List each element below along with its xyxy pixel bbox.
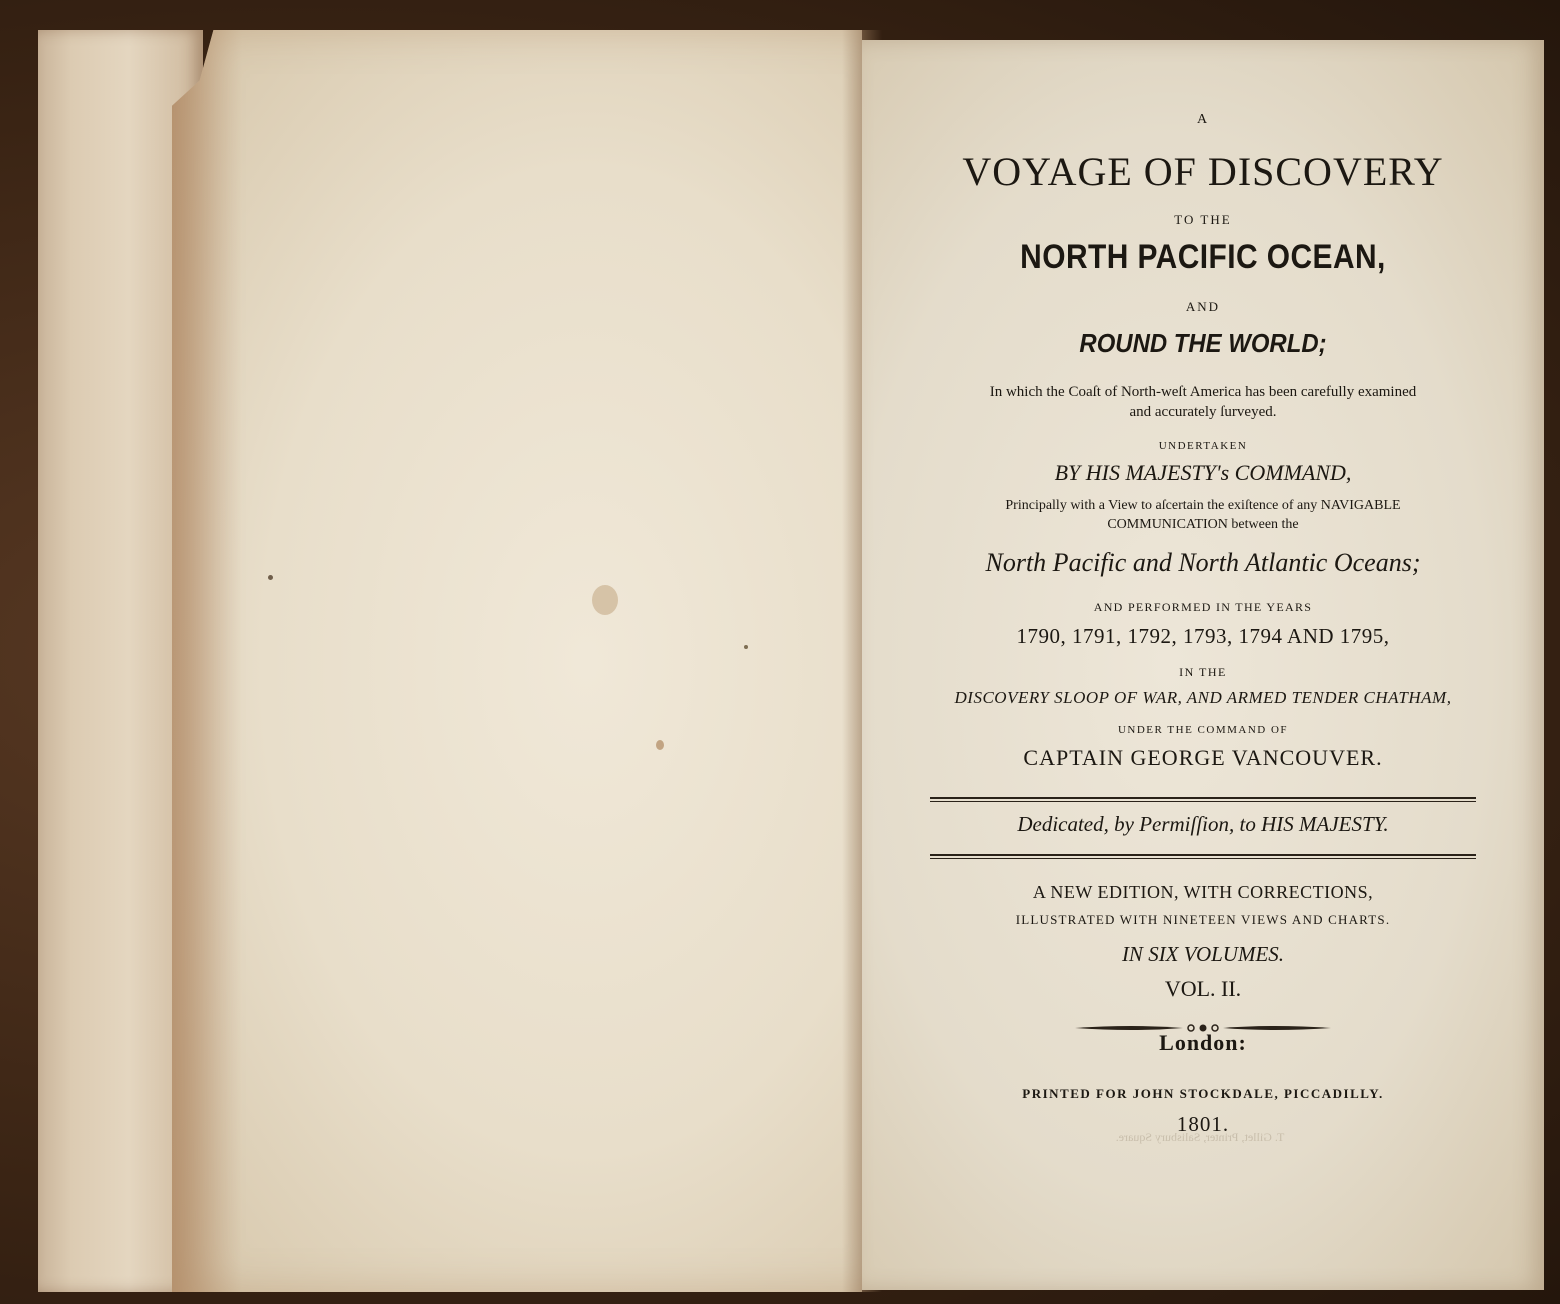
oceans-line: North Pacific and North Atlantic Oceans; (985, 548, 1421, 577)
double-rule (862, 854, 1544, 860)
under-command-line: UNDER THE COMMAND OF (1117, 724, 1289, 736)
command-line: BY HIS MAJESTY's COMMAND, (1054, 460, 1352, 485)
description-line-1: In which the Coaſt of North-weſt America has been carefully examined (989, 384, 1417, 400)
captain-line: CAPTAIN GEORGE VANCOUVER. (1023, 745, 1383, 770)
edition-line: A NEW EDITION, WITH CORRECTIONS, (1032, 882, 1374, 902)
foxing-spot (744, 645, 748, 649)
illustrated-line: ILLUSTRATED WITH NINETEEN VIEWS AND CHARTS. (1015, 912, 1391, 927)
volume-number: VOL. II. (1164, 976, 1242, 1001)
purpose-line-2: COMMUNICATION between the (1107, 517, 1299, 532)
purpose-line-1: Principally with a View to aſcertain the exiſtence of any NAVIGABLE (1005, 498, 1401, 513)
ocean-title: NORTH PACIFIC OCEAN, (1020, 238, 1386, 276)
volumes-line: IN SIX VOLUMES. (1121, 942, 1285, 966)
years-line: 1790, 1791, 1792, 1793, 1794 AND 1795, (1016, 624, 1390, 648)
blank-left-page (172, 30, 862, 1292)
foxing-spot (592, 585, 618, 615)
imprint-city: London: (1159, 1030, 1247, 1055)
double-rule (862, 797, 1544, 803)
title-page (862, 40, 1544, 1290)
performed-line: AND PERFORMED IN THE YEARS (1093, 600, 1313, 614)
imprint-printer: PRINTED FOR JOHN STOCKDALE, PICCADILLY. (1022, 1086, 1384, 1101)
foxing-spot (656, 740, 664, 750)
round-world-title: ROUND THE WORLD; (1079, 328, 1327, 358)
imprint-year: 1801. (1176, 1112, 1230, 1136)
and-line: AND (1185, 299, 1221, 314)
to-the-line: TO THE (1174, 212, 1232, 227)
undertaken-line: UNDERTAKEN (1158, 440, 1248, 452)
foxing-spot (268, 575, 273, 580)
main-title: VOYAGE OF DISCOVERY (962, 149, 1444, 194)
ships-line: DISCOVERY SLOOP OF WAR, AND ARMED TENDER CHATHAM, (954, 688, 1452, 707)
bleed-through-text: T. Gillet, Printer, Salisbury Square. (1115, 1130, 1285, 1144)
title-article: A (1196, 112, 1210, 127)
in-the-line: IN THE (1179, 665, 1227, 679)
description-line-2: and accurately ſurveyed. (1129, 404, 1277, 420)
dedication-line: Dedicated, by Permiſſion, to HIS MAJESTY. (1017, 812, 1389, 836)
